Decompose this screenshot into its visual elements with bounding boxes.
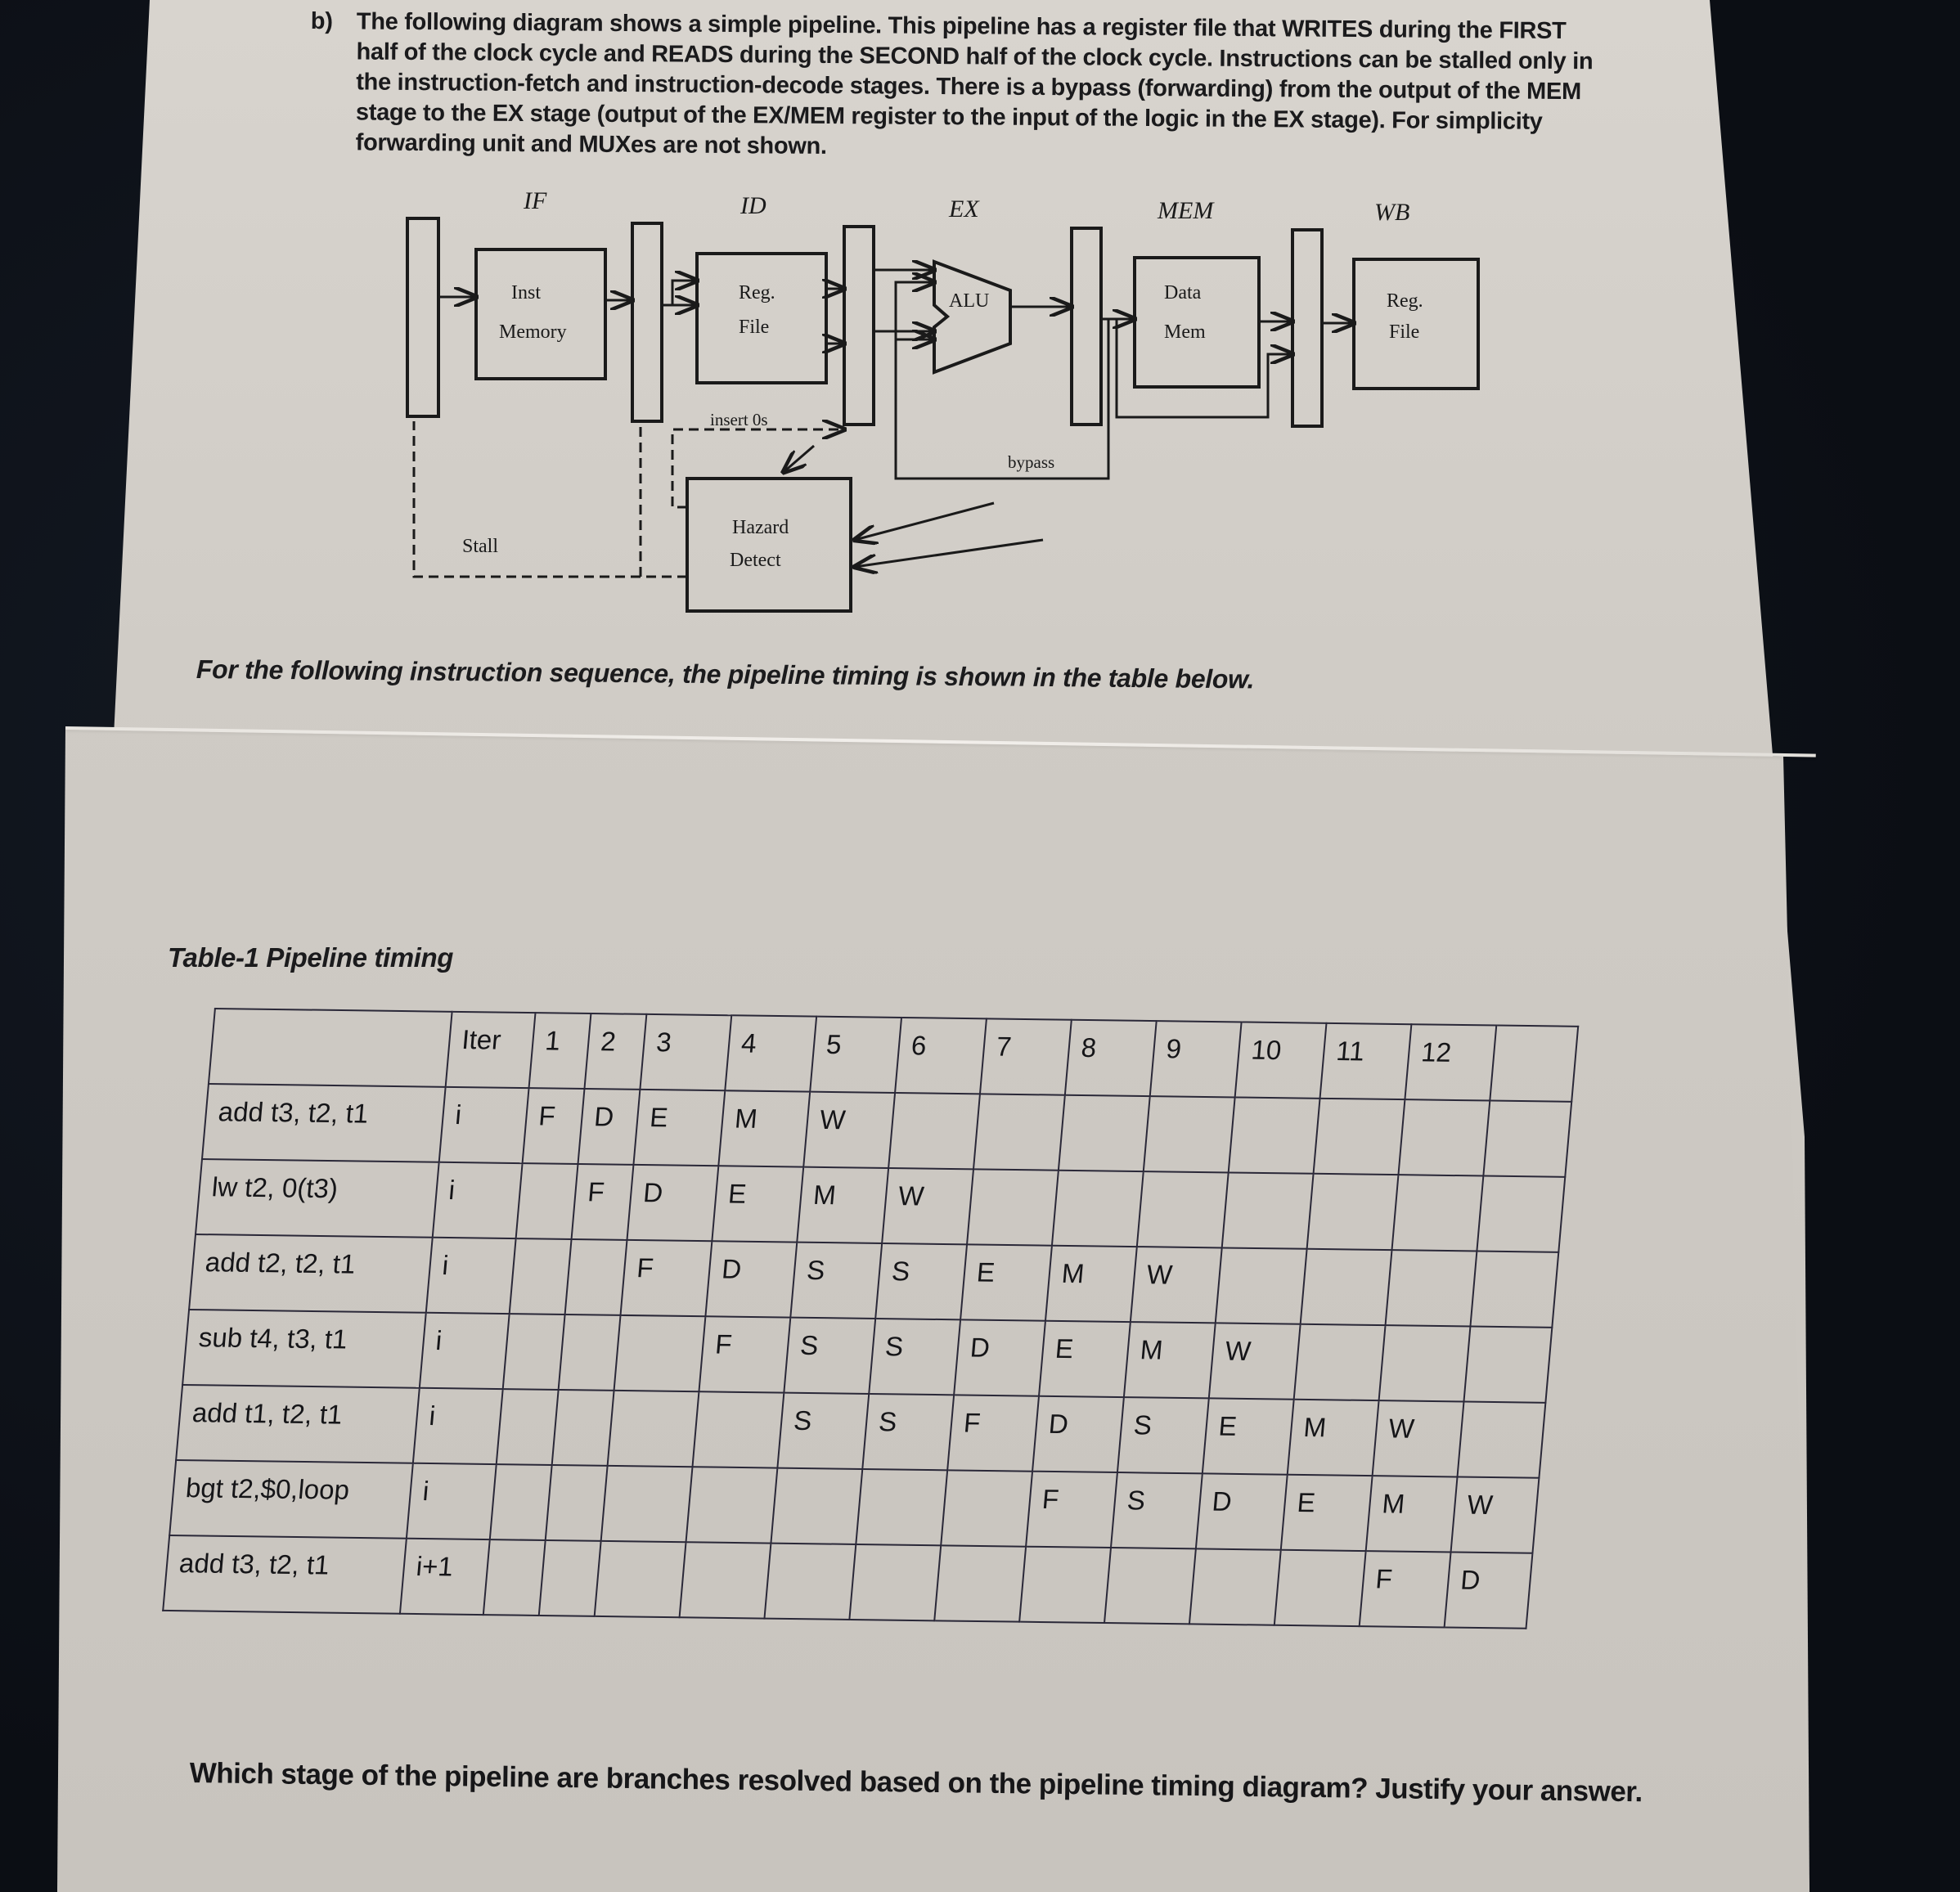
header-cycle: 3 — [640, 1014, 731, 1090]
stage-cell — [601, 1466, 693, 1542]
stage-cell — [1104, 1548, 1196, 1624]
header-cycle — [1490, 1026, 1578, 1102]
stage-cell — [483, 1539, 546, 1616]
header-cycle: 9 — [1150, 1021, 1242, 1097]
stage-cell: W — [1373, 1400, 1464, 1476]
stage-cell — [1379, 1325, 1471, 1401]
question-intro — [310, 7, 1612, 168]
reg-file-id-label-1: Reg. — [739, 282, 775, 303]
header-cycle: 7 — [980, 1018, 1072, 1094]
stage-cell: F — [699, 1316, 790, 1392]
id-ex-register — [844, 227, 874, 425]
iteration-cell: i — [426, 1238, 516, 1314]
stage-cell — [1386, 1250, 1477, 1326]
reg-file-wb-label-1: Reg. — [1387, 290, 1423, 312]
header-cycle: 5 — [810, 1017, 901, 1093]
stage-cell: S — [1111, 1472, 1203, 1548]
stage-cell — [1301, 1249, 1392, 1325]
stage-labels — [523, 187, 1409, 226]
stage-cell: W — [1131, 1247, 1222, 1323]
stage-cell: F — [947, 1395, 1039, 1471]
question-text: Which stage of the pipeline are branches resolved based on the pipeline timing diagram? Justify your answer. — [189, 1757, 1643, 1809]
stage-cell — [1483, 1101, 1571, 1177]
header-cycle: 1 — [529, 1013, 591, 1089]
instruction-cell: add t3, t2, t1 — [202, 1084, 446, 1162]
sequence-intro-text: For the following instruction sequence, the pipeline timing is shown in the table below. — [196, 654, 1255, 694]
instruction-cell: add t1, t2, t1 — [176, 1385, 420, 1463]
stage-cell — [546, 1465, 608, 1541]
header-cycle: 6 — [895, 1018, 987, 1094]
stage-cell — [692, 1391, 784, 1467]
stage-cell — [608, 1391, 699, 1467]
alu-shape — [934, 262, 1010, 372]
instruction-cell: lw t2, 0(t3) — [196, 1159, 439, 1238]
stage-cell — [1019, 1547, 1111, 1623]
inst-memory-block — [476, 249, 605, 379]
stage-cell — [559, 1315, 621, 1391]
table-caption: Table-1 Pipeline timing — [168, 942, 453, 973]
stage-cell: S — [777, 1393, 869, 1469]
stage-cell — [552, 1390, 614, 1466]
iteration-cell: i — [407, 1463, 497, 1539]
stage-cell — [1274, 1550, 1366, 1626]
bypass-path — [896, 282, 1108, 479]
stage-cell — [503, 1314, 565, 1390]
header-cycle: 8 — [1065, 1020, 1157, 1096]
stage-cell: W — [882, 1168, 973, 1244]
stage-cell — [1229, 1097, 1320, 1173]
stage-cell: F — [1360, 1551, 1451, 1627]
if-id-register — [632, 223, 662, 421]
stall-label: Stall — [462, 536, 499, 557]
mem-wb-register — [1292, 230, 1322, 426]
iteration-cell: i — [420, 1313, 510, 1389]
instruction-cell: bgt t2,$0,loop — [169, 1460, 413, 1539]
stage-cell: M — [1366, 1476, 1458, 1552]
stage-cell: W — [803, 1092, 895, 1168]
hazard-detect-label-1: Hazard — [732, 517, 789, 538]
stall-line — [414, 421, 687, 577]
header-cycle: 2 — [584, 1013, 646, 1090]
stage-cell: M — [797, 1167, 888, 1243]
stage-cell: D — [627, 1165, 718, 1241]
stage-cell — [1463, 1327, 1552, 1403]
stage-label-id: ID — [740, 192, 766, 219]
header-cycle: 11 — [1320, 1023, 1412, 1099]
stage-cell — [516, 1163, 578, 1239]
stage-cell — [1294, 1324, 1386, 1400]
stage-cell: E — [633, 1090, 725, 1166]
stage-cell: E — [1281, 1475, 1373, 1551]
ex-mem-register — [1072, 228, 1101, 425]
instruction-cell: sub t4, t3, t1 — [182, 1310, 426, 1388]
pc-register — [407, 218, 438, 416]
alu-label: ALU — [949, 290, 990, 312]
stage-cell: M — [1124, 1322, 1216, 1398]
stage-cell — [510, 1238, 572, 1315]
iteration-cell: i+1 — [400, 1539, 490, 1615]
stage-cell — [614, 1315, 706, 1391]
stage-cell — [973, 1094, 1065, 1170]
bypass-label: bypass — [1008, 452, 1055, 472]
stage-cell: E — [960, 1244, 1052, 1320]
stage-cell — [856, 1469, 947, 1545]
stage-cell — [771, 1468, 862, 1544]
stage-cell — [497, 1389, 559, 1465]
pipeline-timing-table-wrap — [162, 1008, 1579, 1629]
stage-cell: D — [705, 1241, 797, 1317]
header-cycle: 4 — [725, 1015, 816, 1091]
reg-file-id-label-2: File — [739, 317, 770, 338]
stage-cell: E — [1039, 1321, 1131, 1397]
data-mem-label-2: Mem — [1164, 321, 1206, 343]
stage-cell — [1314, 1099, 1405, 1175]
intro-paragraph: The following diagram shows a simple pipeline. This pipeline has a register file that WRITES during the FIRST half of the clock cycle and READS during the SECOND half of the clock cycle. Instructions can be stalled only in the instruction-fetch and instruction-decode stages. There is a bypass (forwarding) from the output of the MEM stage to the EX stage (output of the EX/MEM register to the input of the logic in the EX stage). For simplicity forwarding unit and MUXes are not shown. — [355, 8, 1594, 160]
stage-cell — [1392, 1175, 1484, 1251]
part-label: b) — [310, 7, 333, 35]
stage-cell — [849, 1544, 941, 1620]
stage-cell — [1470, 1252, 1558, 1328]
stage-cell: D — [578, 1089, 641, 1165]
header-iter: Iter — [446, 1012, 536, 1088]
header-cycle: 12 — [1405, 1024, 1496, 1100]
stage-cell — [1398, 1099, 1490, 1175]
stage-cell: S — [1117, 1397, 1209, 1473]
header-blank-cell — [209, 1009, 452, 1087]
stage-cell: M — [718, 1090, 810, 1166]
pipeline-timing-table — [162, 1008, 1579, 1629]
hazard-detect-block — [687, 479, 851, 611]
stage-cell — [764, 1544, 856, 1620]
stage-cell — [1477, 1176, 1565, 1252]
insert-zeros-line — [672, 429, 844, 507]
instruction-cell: add t2, t2, t1 — [189, 1234, 433, 1313]
stage-cell: D — [1445, 1552, 1533, 1628]
stage-cell — [1307, 1174, 1399, 1250]
iteration-cell: i — [413, 1388, 503, 1464]
stage-cell — [941, 1470, 1032, 1546]
inst-memory-label-2: Memory — [499, 321, 567, 343]
stage-cell — [1144, 1096, 1235, 1172]
reg-file-wb-label-2: File — [1389, 321, 1420, 343]
stage-cell — [595, 1541, 686, 1617]
stage-cell — [686, 1467, 778, 1543]
stage-cell — [490, 1464, 552, 1540]
inst-memory-label-1: Inst — [511, 282, 541, 303]
stage-cell: S — [875, 1243, 967, 1319]
stage-cell — [1222, 1172, 1314, 1248]
stage-label-ex: EX — [949, 195, 979, 222]
stage-cell — [680, 1542, 771, 1618]
stage-cell: F — [572, 1164, 634, 1240]
hazard-detect-label-2: Detect — [730, 550, 781, 571]
stage-cell: D — [1196, 1473, 1288, 1549]
stage-cell: W — [1451, 1476, 1540, 1553]
iteration-cell: i — [433, 1162, 523, 1238]
stage-cell — [1189, 1548, 1281, 1625]
stage-cell — [967, 1169, 1059, 1245]
stage-cell — [934, 1545, 1026, 1621]
stage-cell — [1137, 1171, 1229, 1247]
stage-cell: M — [1288, 1400, 1379, 1476]
stage-cell — [1059, 1095, 1150, 1171]
data-mem-label-1: Data — [1164, 282, 1202, 303]
pipeline-diagram — [384, 176, 1481, 618]
instruction-cell: add t3, t2, t1 — [163, 1535, 407, 1614]
iteration-cell: i — [439, 1087, 529, 1163]
stage-cell — [1052, 1171, 1144, 1247]
stage-cell: W — [1209, 1323, 1301, 1399]
stage-cell — [1458, 1401, 1546, 1477]
stage-cell: E — [1203, 1398, 1294, 1474]
stage-cell: F — [523, 1088, 585, 1164]
stage-cell: M — [1045, 1246, 1137, 1322]
stage-label-wb: WB — [1374, 199, 1410, 226]
header-cycle: 10 — [1235, 1022, 1327, 1098]
stage-cell: F — [1026, 1472, 1117, 1548]
stage-cell: D — [954, 1319, 1045, 1395]
stage-cell: E — [712, 1166, 803, 1242]
stage-cell: S — [869, 1319, 960, 1395]
stage-cell: S — [862, 1394, 954, 1470]
stage-label-mem: MEM — [1158, 197, 1214, 224]
stage-cell — [565, 1239, 627, 1315]
stage-cell: D — [1032, 1396, 1124, 1472]
insert-zeros-label: insert 0s — [710, 410, 768, 429]
stage-cell — [1216, 1247, 1307, 1324]
stage-cell: F — [621, 1240, 713, 1316]
stage-label-if: IF — [524, 187, 547, 214]
stage-cell — [888, 1093, 980, 1169]
stage-cell: S — [790, 1243, 882, 1319]
stage-cell: S — [784, 1318, 875, 1394]
stage-cell — [539, 1540, 601, 1616]
